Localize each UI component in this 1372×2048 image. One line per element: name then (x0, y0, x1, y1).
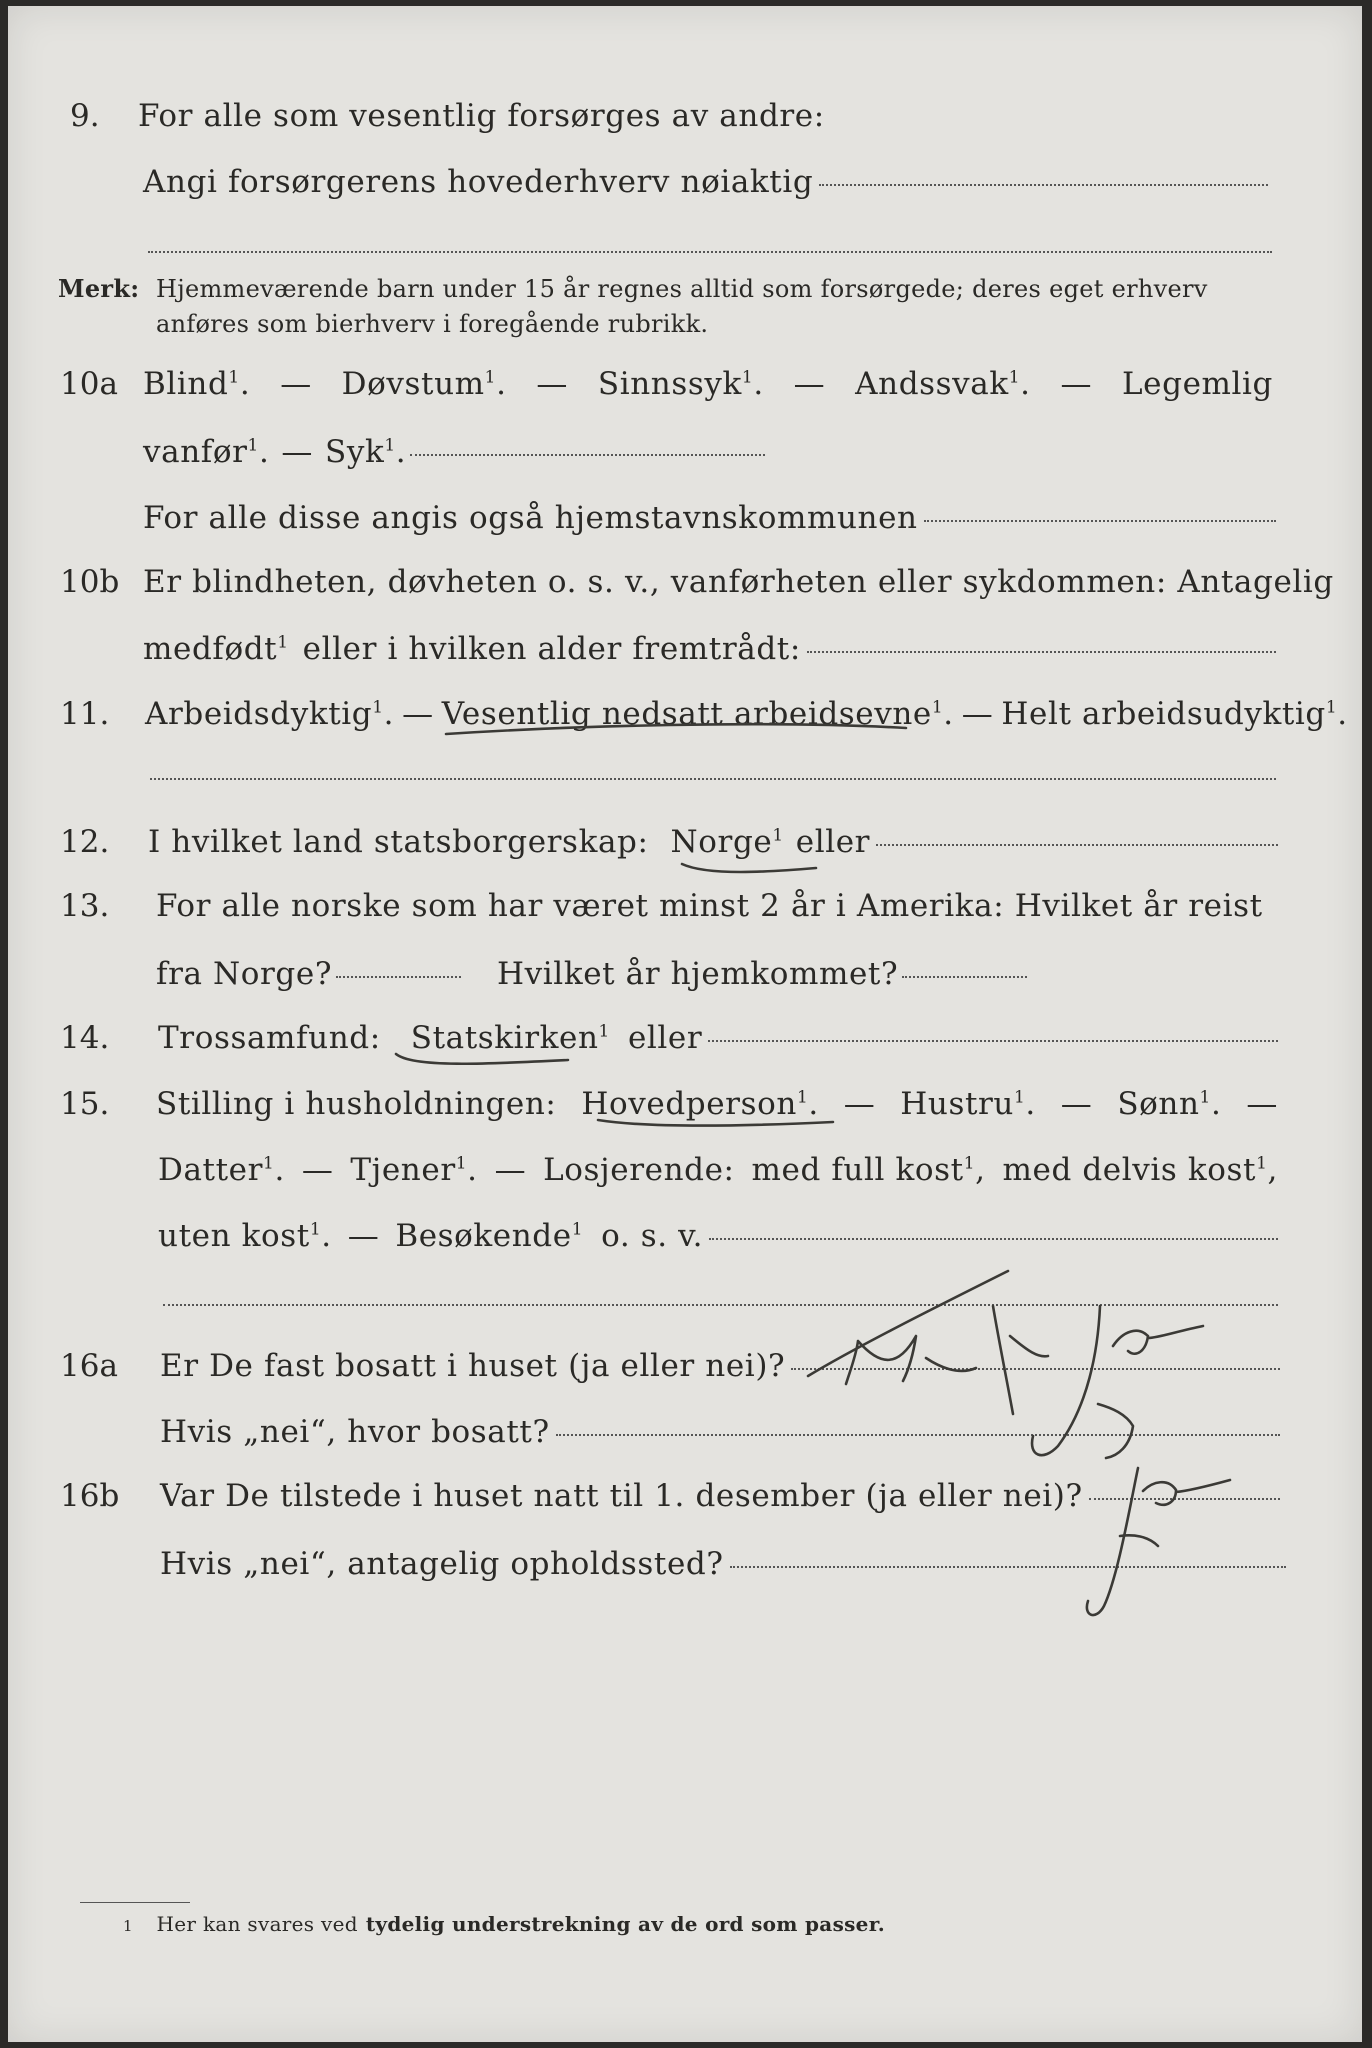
q10a-line2 (143, 434, 765, 470)
q10a-number: 10a (60, 366, 118, 402)
dash: — (281, 434, 314, 470)
q10a-answer-field[interactable] (410, 454, 765, 456)
dash: — (961, 696, 994, 732)
q15-line1 (156, 1086, 1278, 1122)
q9-hovederhverv-label: Angi forsørgerens hovederhverv nøiaktig (143, 164, 814, 200)
q10b-line2 (143, 631, 1276, 667)
q10a-line3 (143, 500, 1276, 536)
q15-osv: o. s. v. (601, 1218, 704, 1254)
census-form-page (8, 6, 1362, 2042)
q12-line (148, 824, 1278, 860)
opt-besokende[interactable]: Besøkende$^1$ (395, 1218, 584, 1254)
dash: — (1246, 1086, 1278, 1122)
q10b-answer-field[interactable] (807, 651, 1276, 653)
q16b-line2 (160, 1546, 1286, 1582)
q15-line3 (158, 1218, 1278, 1254)
opt-tjener[interactable]: Tjener$^1$. (350, 1152, 478, 1188)
q11-answer-line[interactable] (150, 778, 1276, 780)
q13-number: 13. (60, 888, 110, 924)
q15-text: Stilling i husholdningen: (156, 1086, 557, 1122)
opholdssted-field[interactable] (730, 1566, 1286, 1568)
reist-year-field[interactable] (336, 976, 461, 978)
trossamfund-field[interactable] (708, 1040, 1278, 1042)
q10b-number: 10b (60, 564, 120, 600)
q16a-line1 (160, 1348, 1280, 1384)
dash: — (843, 1086, 876, 1122)
dash: — (1060, 1086, 1093, 1122)
opt-blind[interactable]: Blind$^1$. (143, 366, 251, 402)
q13-fra-norge-label: fra Norge? (156, 956, 333, 992)
footnote-mark: 1 (123, 1917, 133, 1935)
dash: — (1060, 366, 1093, 402)
dash: — (301, 1152, 334, 1188)
merk-text-1: Hjemmeværende barn under 15 år regnes alltid som forsørgede; deres eget erhverv (156, 275, 1208, 303)
q13-text: For alle norske som har været minst 2 år i Amerika: Hvilket år reist (156, 888, 1263, 924)
q12-eller: eller (795, 824, 871, 860)
q9-answer-field[interactable] (819, 184, 1268, 186)
q15-line2 (158, 1152, 1278, 1188)
opt-hovedperson[interactable]: Hovedperson$^1$. (581, 1086, 819, 1122)
opt-helt-arbeidsudyktig[interactable]: Helt arbeidsudyktig$^1$. (1001, 696, 1348, 732)
statsborgerskap-field[interactable] (876, 844, 1278, 846)
q9-line1 (138, 98, 825, 134)
opt-andssvak[interactable]: Andssvak$^1$. (855, 366, 1031, 402)
opt-uten-kost[interactable]: uten kost$^1$. (158, 1218, 332, 1254)
q11-line (145, 696, 1348, 732)
q16a-line2 (160, 1414, 1280, 1450)
opt-syk[interactable]: Syk$^1$. (325, 434, 407, 470)
dash: — (494, 1152, 527, 1188)
q11-number: 11. (60, 696, 110, 732)
q14-number: 14. (60, 1020, 110, 1056)
q10b-text: Er blindheten, døvheten o. s. v., vanførheten eller sykdommen: Antagelig (143, 564, 1334, 600)
q9-line2 (143, 164, 1268, 200)
dash: — (347, 1218, 380, 1254)
hvor-bosatt-field[interactable] (556, 1434, 1280, 1436)
opt-datter[interactable]: Datter$^1$. (158, 1152, 285, 1188)
merk-line2 (156, 310, 708, 338)
opt-full-kost[interactable]: med full kost$^1$, (751, 1152, 986, 1188)
fast-bosatt-field[interactable] (791, 1368, 1280, 1370)
q16b-hvis-nei-label: Hvis „nei“, antagelig opholdssted? (160, 1546, 724, 1582)
tilstede-field[interactable] (1089, 1498, 1280, 1500)
q14-text: Trossamfund: (158, 1020, 381, 1056)
opt-sonn[interactable]: Sønn$^1$. (1117, 1086, 1222, 1122)
opt-statskirken[interactable]: Statskirken$^1$ (410, 1020, 610, 1056)
q14-line (158, 1020, 1278, 1056)
q15-answer-line[interactable] (163, 1304, 1278, 1306)
merk-text-2: anføres som bierhverv i foregående rubrikk. (156, 310, 709, 338)
q13-line2 (156, 956, 1027, 992)
opt-dovstum[interactable]: Døvstum$^1$. (341, 366, 507, 402)
hjemkommet-year-field[interactable] (902, 976, 1027, 978)
q16a-hvis-nei-label: Hvis „nei“, hvor bosatt? (160, 1414, 550, 1450)
q10b-alder-label: eller i hvilken alder fremtrådt: (302, 631, 801, 667)
q13-hjemkommet-label: Hvilket år hjemkommet? (497, 956, 899, 992)
opt-vanfor[interactable]: vanfør$^1$. (143, 434, 270, 470)
q16a-number: 16a (60, 1348, 118, 1384)
dash: — (536, 366, 569, 402)
footnote-rule (80, 1902, 190, 1903)
q9-number: 9. (70, 98, 100, 134)
opt-vesentlig-nedsatt[interactable]: Vesentlig nedsatt arbeidsevne$^1$. (441, 696, 954, 732)
hjemstavnskommune-field[interactable] (924, 520, 1276, 522)
opt-arbeidsdyktig[interactable]: Arbeidsdyktig$^1$. (145, 696, 395, 732)
footnote (123, 1912, 885, 1936)
q16b-text: Var De tilstede i huset natt til 1. desember (ja eller nei)? (160, 1478, 1083, 1514)
q16b-line1 (160, 1478, 1280, 1514)
q10a-hjemstavn-label: For alle disse angis også hjemstavnskommunen (143, 500, 918, 536)
dash: — (280, 366, 312, 402)
dash: — (402, 696, 434, 732)
opt-medfodt[interactable]: medfødt$^1$ (143, 631, 289, 667)
merk-label: Merk: (58, 274, 140, 303)
stilling-field[interactable] (709, 1238, 1278, 1240)
merk-line1 (58, 274, 1208, 303)
opt-delvis-kost[interactable]: med delvis kost$^1$, (1002, 1152, 1278, 1188)
q9-text: For alle som vesentlig forsørges av andre: (138, 98, 825, 134)
footnote-bold-text: tydelig understrekning av de ord som passer. (365, 1912, 885, 1936)
q16b-number: 16b (60, 1478, 120, 1514)
dash: — (793, 366, 826, 402)
q10a-line1 (143, 366, 1273, 402)
opt-legemlig[interactable]: Legemlig (1122, 366, 1273, 402)
q15-number: 15. (60, 1086, 110, 1122)
opt-sinnssyk[interactable]: Sinnssyk$^1$. (597, 366, 764, 402)
underline-norge (682, 864, 816, 872)
q13-line1 (156, 888, 1263, 924)
opt-norge[interactable]: Norge$^1$ (670, 824, 784, 860)
q14-eller: eller (627, 1020, 703, 1056)
q15-losjerende-label: Losjerende: (543, 1152, 735, 1188)
q10b-line1 (143, 564, 1334, 600)
opt-hustru[interactable]: Hustru$^1$. (900, 1086, 1036, 1122)
footnote-text: Her kan svares ved (156, 1912, 358, 1936)
q12-text: I hvilket land statsborgerskap: (148, 824, 649, 860)
q9-answer-line2[interactable] (148, 251, 1272, 253)
q12-number: 12. (60, 824, 110, 860)
handwriting-bracket (1120, 1535, 1158, 1546)
q16a-text: Er De fast bosatt i huset (ja eller nei)? (160, 1348, 786, 1384)
